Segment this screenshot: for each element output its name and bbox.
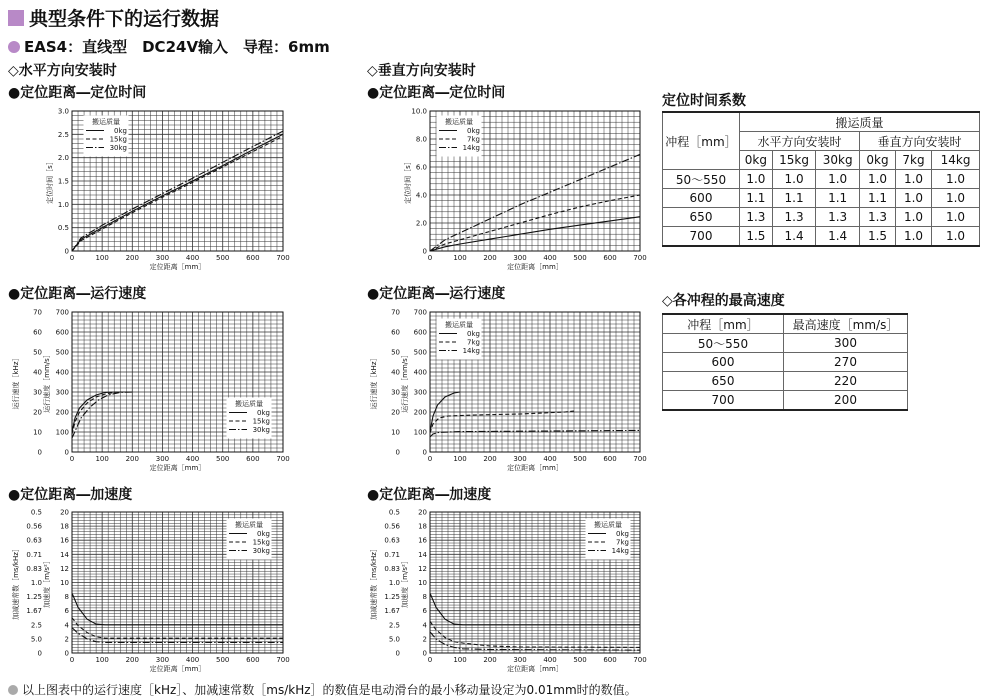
- speed-value: 300: [784, 334, 908, 353]
- coef-stroke: 600: [663, 189, 740, 208]
- legend-title: 搬运质量: [235, 400, 263, 408]
- y-tick-label: 18: [60, 522, 69, 531]
- y-tick-label: 10: [418, 579, 427, 587]
- speed-table-title: ◇各冲程的最高速度: [662, 293, 785, 309]
- y-tick-label: 2.0: [415, 219, 427, 228]
- legend-label: 14kg: [462, 144, 480, 152]
- y2-tick-label: 1.67: [26, 607, 42, 616]
- y-tick-label: 300: [55, 388, 69, 397]
- y2-tick-label: 1.25: [384, 593, 400, 602]
- legend-title: 搬运质量: [594, 521, 622, 529]
- series-line-15kg: [72, 618, 283, 638]
- y-tick-label: 16: [60, 536, 69, 545]
- y-tick-label: 400: [55, 368, 69, 377]
- x-tick-label: 600: [246, 455, 260, 463]
- x-tick-label: 500: [216, 455, 230, 463]
- coef-value: 1.3: [859, 208, 895, 227]
- y-tick-label: 14: [60, 550, 69, 559]
- legend-label: 0kg: [114, 127, 127, 135]
- x-tick-label: 700: [633, 254, 647, 262]
- y-tick-label: 300: [413, 388, 427, 397]
- y-axis-label: 运行速度［kHz］: [12, 354, 20, 410]
- y-axis-label: 定位时间［s］: [46, 158, 54, 204]
- y-axis-label: 加减速常数［ms/kHz］: [370, 545, 378, 620]
- speed-stroke: 50～550: [663, 334, 784, 353]
- legend-label: 0kg: [257, 409, 270, 417]
- y-tick-label: 20: [418, 508, 427, 517]
- x-tick-label: 300: [155, 656, 170, 664]
- x-tick-label: 0: [69, 656, 75, 664]
- legend-label: 0kg: [467, 127, 480, 135]
- coef-value: 1.1: [772, 189, 816, 208]
- x-tick-label: 300: [155, 455, 170, 463]
- x-tick-label: 500: [573, 254, 587, 262]
- speed-table: [662, 313, 908, 411]
- x-axis-label: 定位距离［mm］: [149, 263, 206, 271]
- y-tick-label: 700: [55, 308, 69, 317]
- y2-tick-label: 40: [33, 368, 42, 377]
- y-axis-label: 定位时间［s］: [404, 158, 412, 204]
- y-tick-label: 20: [60, 508, 69, 517]
- legend-title: 搬运质量: [92, 118, 120, 126]
- x-tick-label: 300: [513, 455, 527, 463]
- x-tick-label: 200: [125, 254, 139, 262]
- x-tick-label: 700: [276, 254, 290, 262]
- table-row: [663, 353, 908, 372]
- x-axis-label: 定位距离［mm］: [507, 665, 563, 673]
- coef-value: 1.0: [772, 170, 816, 189]
- page-title: 典型条件下的运行数据: [8, 4, 219, 31]
- legend-label: 30kg: [252, 426, 270, 434]
- x-tick-label: 700: [276, 455, 290, 463]
- coef-h-vertical: 垂直方向安装时: [859, 132, 979, 151]
- y-tick-label: 6: [64, 607, 69, 616]
- coef-h-mass: 搬运质量: [740, 112, 980, 132]
- table-row: [663, 227, 980, 247]
- x-tick-label: 500: [216, 254, 230, 262]
- y2-tick-label: 5.0: [30, 635, 42, 644]
- x-tick-label: 200: [483, 455, 497, 463]
- chart-title-h-speed: ●定位距离―运行速度: [8, 286, 147, 302]
- y-tick-label: 0: [64, 448, 69, 457]
- y-tick-label: 500: [413, 348, 427, 357]
- x-axis-label: 定位距离［mm］: [149, 665, 206, 673]
- y2-tick-label: 2.5: [30, 621, 42, 630]
- y-tick-label: 0.5: [57, 224, 69, 233]
- table-row: [663, 372, 908, 391]
- y-tick-label: 10: [60, 579, 69, 587]
- table-row: [663, 189, 980, 208]
- x-tick-label: 200: [483, 656, 497, 664]
- y2-tick-label: 0.63: [384, 536, 400, 545]
- y2-tick-label: 50: [33, 348, 42, 357]
- x-tick-label: 400: [185, 455, 200, 463]
- y2-tick-label: 70: [33, 308, 42, 317]
- legend-label: 0kg: [616, 530, 629, 538]
- coef-mass-label: 0kg: [740, 151, 773, 170]
- x-tick-label: 500: [216, 656, 230, 664]
- coef-value: 1.1: [740, 189, 773, 208]
- coef-stroke: 50～550: [663, 170, 740, 189]
- x-tick-label: 700: [633, 455, 647, 463]
- y2-tick-label: 0.83: [26, 564, 42, 573]
- y2-axis-label: 加速度［m/s²］: [43, 557, 51, 608]
- legend-title: 搬运质量: [445, 321, 473, 329]
- coef-value: 1.3: [816, 208, 860, 227]
- y-tick-label: 700: [413, 308, 427, 317]
- speed-value: 200: [784, 391, 908, 411]
- coef-table-title: 定位时间系数: [662, 93, 746, 109]
- subtitle-spec: ：直线型 DC24V输入 导程：6mm: [67, 38, 330, 56]
- y-tick-label: 16: [418, 536, 427, 545]
- x-tick-label: 400: [543, 254, 557, 262]
- y-tick-label: 500: [55, 348, 69, 357]
- y-tick-label: 2: [64, 635, 69, 644]
- x-tick-label: 500: [573, 656, 587, 664]
- y-tick-label: 200: [413, 408, 427, 417]
- x-tick-label: 0: [427, 254, 433, 262]
- y-tick-label: 400: [413, 368, 427, 377]
- coef-mass-label: 14kg: [932, 151, 980, 170]
- y-tick-label: 2.5: [57, 130, 69, 139]
- coef-value: 1.3: [772, 208, 816, 227]
- series-line-0kg: [72, 593, 283, 625]
- y2-axis-label: 加速度［m/s²］: [401, 557, 409, 608]
- footnote-dot-icon: [8, 685, 18, 695]
- coef-value: 1.0: [896, 189, 932, 208]
- legend-label: 30kg: [109, 144, 127, 152]
- legend-label: 7kg: [467, 135, 480, 144]
- legend-title: 搬运质量: [445, 118, 473, 126]
- y-tick-label: 2.0: [57, 154, 69, 163]
- coef-value: 1.5: [740, 227, 773, 247]
- y2-tick-label: 0.5: [30, 508, 42, 517]
- table-row: [663, 208, 980, 227]
- x-tick-label: 600: [603, 455, 617, 463]
- chart-title-h-accel: ●定位距离―加速度: [8, 487, 133, 503]
- coef-value: 1.3: [740, 208, 773, 227]
- x-tick-label: 500: [573, 455, 587, 463]
- chart-title-v-accel: ●定位距离―加速度: [367, 487, 492, 503]
- coef-mass-label: 30kg: [816, 151, 860, 170]
- speed-value: 220: [784, 372, 908, 391]
- x-tick-label: 200: [125, 455, 139, 463]
- legend-label: 14kg: [462, 347, 480, 355]
- y-tick-label: 6.0: [415, 163, 427, 172]
- y2-tick-label: 0.56: [26, 522, 42, 531]
- y2-tick-label: 10: [33, 428, 42, 437]
- y2-tick-label: 40: [391, 368, 400, 377]
- y2-tick-label: 30: [391, 388, 400, 397]
- coef-mass-label: 15kg: [772, 151, 816, 170]
- coef-value: 1.5: [859, 227, 895, 247]
- footnote: 以上图表中的运行速度［kHz］、加减速常数［ms/kHz］的数值是电动滑台的最小移动量设定为0.01mm时的数值。: [8, 681, 637, 698]
- x-tick-label: 100: [95, 656, 109, 664]
- speed-value: 270: [784, 353, 908, 372]
- section-horizontal: ◇水平方向安装时: [8, 63, 117, 79]
- legend-label: 0kg: [467, 330, 480, 338]
- y-tick-label: 600: [55, 328, 69, 337]
- x-axis-label: 定位距离［mm］: [507, 464, 563, 472]
- y2-tick-label: 0: [37, 448, 42, 457]
- chart-title-v-time: ●定位距离―定位时间: [367, 85, 506, 101]
- y-tick-label: 600: [413, 328, 427, 337]
- coef-mass-label: 7kg: [896, 151, 932, 170]
- coef-value: 1.1: [859, 189, 895, 208]
- y-tick-label: 0: [422, 247, 427, 256]
- x-tick-label: 700: [633, 656, 647, 664]
- y2-tick-label: 50: [391, 348, 400, 357]
- y-tick-label: 10.0: [411, 107, 427, 116]
- y2-tick-label: 60: [33, 328, 42, 337]
- coef-value: 1.0: [859, 170, 895, 189]
- x-tick-label: 300: [155, 254, 170, 262]
- speed-stroke: 650: [663, 372, 784, 391]
- x-tick-label: 600: [603, 656, 617, 664]
- y-tick-label: 14: [418, 550, 427, 559]
- coef-value: 1.0: [932, 227, 980, 247]
- y2-tick-label: 0.83: [384, 564, 400, 573]
- y2-tick-label: 0.5: [388, 508, 400, 517]
- legend-label: 0kg: [257, 530, 270, 538]
- y2-tick-label: 10: [391, 428, 400, 437]
- x-tick-label: 100: [453, 656, 467, 664]
- coef-value: 1.0: [932, 208, 980, 227]
- y2-tick-label: 20: [33, 408, 42, 417]
- y-tick-label: 0: [422, 649, 427, 658]
- y-tick-label: 4: [64, 621, 69, 630]
- y-tick-label: 0: [64, 649, 69, 658]
- x-tick-label: 600: [246, 254, 260, 262]
- series-line-14kg: [430, 154, 640, 251]
- y-tick-label: 1.5: [57, 177, 69, 186]
- y2-tick-label: 0: [395, 649, 400, 658]
- legend-label: 15kg: [252, 417, 270, 426]
- y2-tick-label: 1.25: [26, 593, 42, 602]
- coef-mass-label: 0kg: [859, 151, 895, 170]
- x-tick-label: 200: [125, 656, 139, 664]
- legend-title: 搬运质量: [235, 521, 263, 529]
- coef-value: 1.4: [816, 227, 860, 247]
- x-tick-label: 100: [95, 254, 109, 262]
- coef-value: 1.0: [740, 170, 773, 189]
- table-row: [663, 334, 908, 353]
- y2-tick-label: 0.71: [384, 550, 400, 559]
- speed-stroke: 700: [663, 391, 784, 411]
- x-axis-label: 定位距离［mm］: [507, 263, 563, 271]
- y2-tick-label: 0.71: [26, 550, 42, 559]
- legend-label: 15kg: [109, 135, 127, 144]
- x-tick-label: 400: [185, 254, 200, 262]
- series-line-30kg: [72, 628, 283, 643]
- y2-tick-label: 60: [391, 328, 400, 337]
- coef-stroke: 700: [663, 227, 740, 247]
- y2-tick-label: 70: [391, 308, 400, 317]
- speed-h-stroke: 冲程［mm］: [663, 314, 784, 334]
- x-tick-label: 0: [427, 455, 433, 463]
- x-tick-label: 400: [543, 455, 557, 463]
- series-line-0kg: [430, 593, 640, 625]
- chart-title-h-time: ●定位距离―定位时间: [8, 85, 147, 101]
- y2-tick-label: 1.0: [30, 579, 42, 587]
- coef-value: 1.0: [896, 208, 932, 227]
- y-tick-label: 100: [55, 428, 69, 437]
- y-tick-label: 6: [422, 607, 427, 616]
- series-line-0kg: [430, 217, 640, 251]
- y2-tick-label: 1.67: [384, 607, 400, 616]
- y-tick-label: 8: [64, 593, 69, 602]
- y2-tick-label: 0.63: [26, 536, 42, 545]
- coef-value: 1.1: [816, 189, 860, 208]
- speed-h-speed: 最高速度［mm/s］: [784, 314, 908, 334]
- y-tick-label: 100: [413, 428, 427, 437]
- coef-value: 1.0: [932, 170, 980, 189]
- coef-h-stroke: 冲程［mm］: [663, 112, 740, 170]
- y-tick-label: 2: [422, 635, 427, 644]
- x-tick-label: 400: [543, 656, 557, 664]
- model-name: EAS4: [24, 37, 68, 56]
- coef-value: 1.0: [896, 227, 932, 247]
- legend-label: 7kg: [467, 338, 480, 347]
- x-tick-label: 0: [69, 455, 75, 463]
- y2-tick-label: 20: [391, 408, 400, 417]
- x-tick-label: 400: [185, 656, 200, 664]
- y-tick-label: 0: [422, 448, 427, 457]
- coef-value: 1.0: [932, 189, 980, 208]
- x-tick-label: 0: [427, 656, 433, 664]
- coef-value: 1.4: [772, 227, 816, 247]
- y2-tick-label: 0.56: [384, 522, 400, 531]
- section-vertical: ◇垂直方向安装时: [367, 63, 476, 79]
- y-tick-label: 3.0: [57, 107, 69, 116]
- x-tick-label: 100: [453, 254, 467, 262]
- table-row: [663, 170, 980, 189]
- x-tick-label: 300: [513, 254, 527, 262]
- chart-title-v-speed: ●定位距离―运行速度: [367, 286, 506, 302]
- y2-tick-label: 5.0: [388, 635, 400, 644]
- legend-label: 14kg: [611, 547, 629, 555]
- coef-table: [662, 111, 980, 247]
- y2-axis-label: 运行速度［mm/s］: [401, 351, 409, 413]
- x-tick-label: 700: [276, 656, 290, 664]
- y2-tick-label: 30: [33, 388, 42, 397]
- y-tick-label: 18: [418, 522, 427, 531]
- x-axis-label: 定位距离［mm］: [149, 464, 206, 472]
- y-tick-label: 12: [60, 564, 69, 573]
- legend-label: 15kg: [252, 538, 270, 547]
- y2-tick-label: 0: [395, 448, 400, 457]
- y2-tick-label: 2.5: [388, 621, 400, 630]
- coef-stroke: 650: [663, 208, 740, 227]
- x-tick-label: 0: [69, 254, 75, 262]
- coef-h-horizontal: 水平方向安装时: [740, 132, 860, 151]
- y2-tick-label: 0: [37, 649, 42, 658]
- y-tick-label: 1.0: [57, 200, 69, 209]
- y-axis-label: 运行速度［kHz］: [370, 354, 378, 410]
- x-tick-label: 600: [246, 656, 260, 664]
- speed-stroke: 600: [663, 353, 784, 372]
- y-tick-label: 4: [422, 621, 427, 630]
- y-tick-label: 8: [422, 593, 427, 602]
- x-tick-label: 300: [513, 656, 527, 664]
- legend-label: 7kg: [616, 538, 629, 547]
- y-tick-label: 12: [418, 564, 427, 573]
- x-tick-label: 600: [603, 254, 617, 262]
- y-tick-label: 8.0: [415, 135, 427, 144]
- x-tick-label: 100: [453, 455, 467, 463]
- y-tick-label: 200: [55, 408, 69, 417]
- y-tick-label: 4.0: [415, 191, 427, 200]
- coef-value: 1.0: [896, 170, 932, 189]
- y-axis-label: 加减速常数［ms/kHz］: [12, 545, 20, 620]
- y2-tick-label: 1.0: [388, 579, 400, 587]
- coef-value: 1.0: [816, 170, 860, 189]
- y2-axis-label: 运行速度［mm/s］: [43, 351, 51, 413]
- legend-label: 30kg: [252, 547, 270, 555]
- table-row: [663, 391, 908, 411]
- x-tick-label: 100: [95, 455, 109, 463]
- y-tick-label: 0: [64, 247, 69, 256]
- x-tick-label: 200: [483, 254, 497, 262]
